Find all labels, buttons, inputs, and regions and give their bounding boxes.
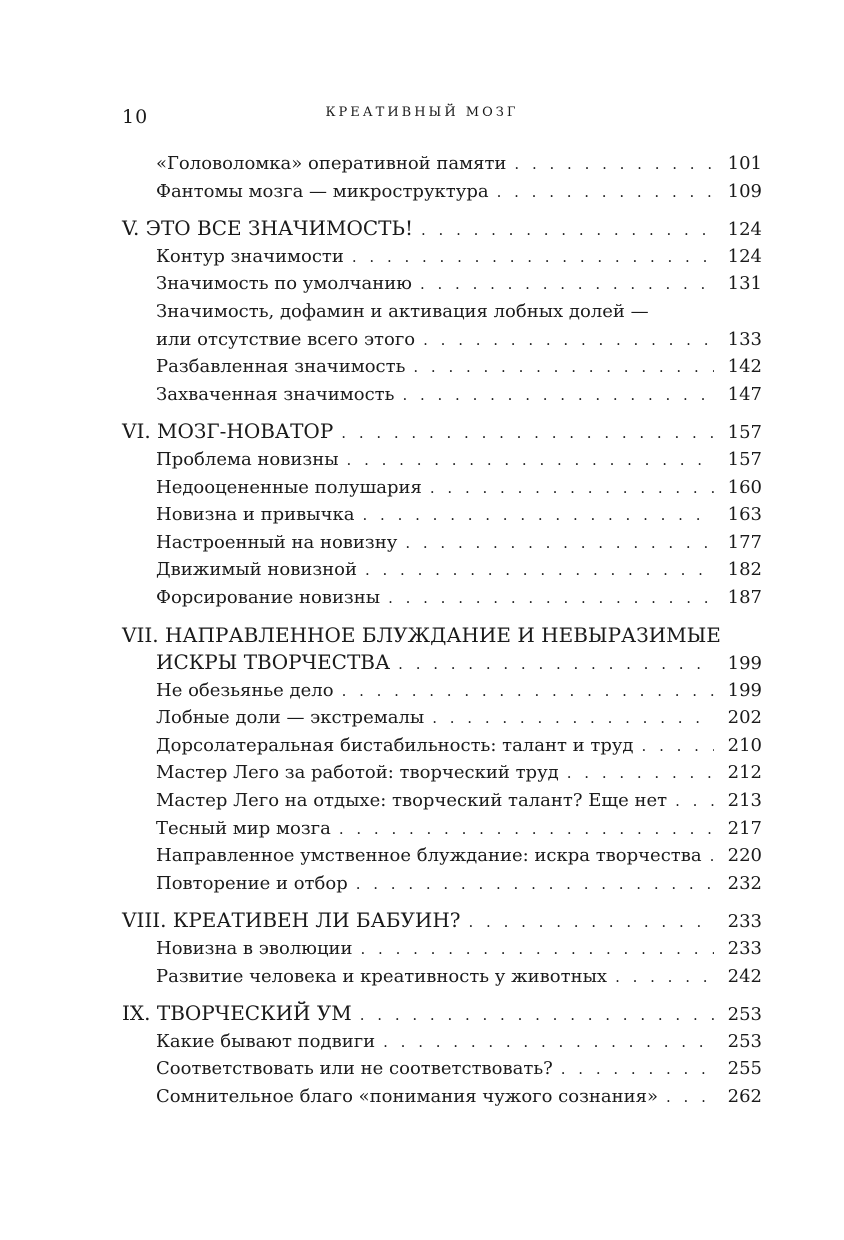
toc-entry-page: 233	[727, 911, 762, 933]
toc-entry-page: 253	[727, 1030, 762, 1052]
toc-entry-page: 220	[727, 845, 762, 867]
toc-entry-title: Дорсолатеральная бистабильность: талант и труд	[156, 734, 634, 756]
toc-entry-page: 253	[727, 1004, 762, 1026]
toc-entry-title: Движимый новизной	[156, 559, 357, 581]
toc-entry-page: 213	[727, 790, 762, 812]
toc-entry[interactable]	[122, 584, 762, 612]
toc-entry-title: V. ЭТО ВСЕ ЗНАЧИМОСТЬ!	[122, 216, 413, 241]
toc-entry-page: 133	[727, 328, 762, 350]
toc-entry-title: Мастер Лего за работой: творческий труд	[156, 762, 559, 784]
toc-entry-title: Направленное умственное блуждание: искра творчества	[156, 845, 702, 867]
toc-entry-title: VII. НАПРАВЛЕННОЕ БЛУЖДАНИЕ И НЕВЫРАЗИМЫЕ	[122, 622, 721, 647]
toc-entry[interactable]	[122, 677, 762, 705]
toc-dot-leader	[615, 964, 714, 992]
toc-entry-title: Повторение и отбор	[156, 872, 348, 894]
page-number: 10	[122, 106, 149, 128]
toc-entry-page: 232	[727, 872, 762, 894]
toc-entry-title: Разбавленная значимость	[156, 356, 406, 378]
toc-entry-title: Соответствовать или не соответствовать?	[156, 1058, 553, 1080]
toc-dot-leader	[339, 816, 714, 844]
toc-entry[interactable]	[122, 870, 762, 898]
toc-entry-page: 157	[727, 422, 762, 444]
toc-dot-leader	[567, 760, 714, 788]
toc-entry-title: Захваченная значимость	[156, 383, 395, 405]
toc-entry-page: 124	[727, 245, 762, 267]
toc-entry-title: Форсирование новизны	[156, 586, 381, 608]
toc-dot-leader	[342, 678, 714, 706]
toc-entry-page: 199	[727, 653, 762, 675]
toc-chapter[interactable]	[122, 649, 762, 677]
toc-entry-page: 124	[727, 219, 762, 241]
toc-entry-title: Развитие человека и креативность у животных	[156, 965, 608, 987]
toc-dot-leader	[514, 151, 714, 179]
table-of-contents	[122, 150, 762, 1111]
toc-entry-title: Какие бывают подвиги	[156, 1030, 376, 1052]
toc-entry-title: Значимость, дофамин и активация лобных долей —	[156, 300, 649, 322]
toc-entry-title: или отсутствие всего этого	[156, 328, 416, 350]
toc-dot-leader	[360, 1002, 714, 1030]
toc-entry-page: 212	[727, 762, 762, 784]
toc-entry[interactable]	[122, 842, 762, 870]
toc-entry-page: 217	[727, 817, 762, 839]
toc-entry-title: «Головоломка» оперативной памяти	[156, 153, 507, 174]
toc-dot-leader	[642, 733, 714, 761]
toc-entry-page: 163	[727, 504, 762, 526]
toc-entry[interactable]	[122, 556, 762, 584]
toc-chapter[interactable]	[122, 215, 762, 243]
toc-dot-leader	[561, 1056, 714, 1084]
toc-entry-title: Настроенный на новизну	[156, 531, 398, 553]
toc-entry-title: VI. МОЗГ-НОВАТОР	[122, 419, 334, 444]
toc-entry-title: Тесный мир мозга	[156, 817, 331, 839]
toc-entry-title: Контур значимости	[156, 245, 344, 267]
toc-dot-leader	[383, 1029, 714, 1057]
toc-entry[interactable]	[122, 1083, 762, 1111]
toc-dot-leader	[398, 651, 714, 679]
toc-dot-leader	[347, 447, 714, 475]
toc-dot-leader	[405, 530, 714, 558]
toc-dot-leader	[413, 354, 714, 382]
toc-entry[interactable]	[122, 501, 762, 529]
toc-dot-leader	[421, 217, 714, 245]
toc-dot-leader	[352, 244, 714, 272]
toc-dot-leader	[341, 420, 714, 448]
toc-entry-page: 147	[727, 383, 762, 405]
toc-entry[interactable]	[122, 815, 762, 843]
toc-dot-leader	[420, 271, 714, 299]
toc-entry-title: Значимость по умолчанию	[156, 273, 412, 295]
toc-entry-page: 242	[727, 965, 762, 987]
toc-entry[interactable]	[122, 178, 762, 206]
toc-dot-leader	[361, 936, 714, 964]
toc-entry-page: 160	[727, 476, 762, 498]
toc-dot-leader	[388, 585, 714, 613]
toc-entry[interactable]	[122, 243, 762, 271]
toc-entry-page: 210	[727, 734, 762, 756]
toc-entry[interactable]	[122, 381, 762, 409]
toc-entry[interactable]	[122, 1028, 762, 1056]
toc-dot-leader	[675, 788, 714, 816]
toc-entry-title: Сомнительное благо «понимания чужого сознания»	[156, 1086, 658, 1107]
toc-entry[interactable]	[122, 298, 762, 326]
toc-entry[interactable]	[122, 787, 762, 815]
toc-dot-leader	[365, 557, 714, 585]
toc-entry-page: 199	[727, 679, 762, 701]
toc-entry-page: 177	[727, 531, 762, 553]
toc-chapter[interactable]	[122, 622, 762, 650]
toc-dot-leader	[402, 382, 714, 410]
toc-entry[interactable]	[122, 1055, 762, 1083]
toc-dot-leader	[710, 843, 714, 871]
toc-entry-title: Мастер Лего на отдыхе: творческий талант? Еще нет	[156, 790, 668, 812]
toc-entry-title: Проблема новизны	[156, 448, 339, 470]
toc-entry[interactable]	[122, 704, 762, 732]
toc-entry[interactable]	[122, 529, 762, 557]
toc-chapter[interactable]	[122, 1000, 762, 1028]
toc-entry-page: 233	[727, 938, 762, 960]
toc-entry[interactable]	[122, 474, 762, 502]
toc-dot-leader	[430, 475, 714, 503]
toc-entry-page: 157	[727, 448, 762, 470]
toc-entry[interactable]	[122, 270, 762, 298]
toc-dot-leader	[497, 179, 714, 207]
toc-entry-title: Новизна и привычка	[156, 504, 355, 526]
toc-entry-page: 131	[727, 273, 762, 295]
toc-chapter[interactable]	[122, 418, 762, 446]
toc-dot-leader	[666, 1084, 714, 1112]
toc-entry-page: 262	[727, 1086, 762, 1107]
toc-entry[interactable]	[122, 150, 762, 178]
toc-entry-page: 142	[727, 356, 762, 378]
toc-entry-page: 187	[727, 586, 762, 608]
toc-entry-title: Лобные доли — экстремалы	[156, 707, 425, 729]
toc-entry-title: Не обезьянье дело	[156, 679, 334, 701]
toc-dot-leader	[356, 871, 714, 899]
toc-entry[interactable]	[122, 935, 762, 963]
toc-entry-page: 202	[727, 707, 762, 729]
toc-chapter[interactable]	[122, 907, 762, 935]
toc-entry-title: Фантомы мозга — микроструктура	[156, 180, 489, 202]
toc-entry-page: 109	[727, 180, 762, 202]
toc-entry[interactable]	[122, 326, 762, 354]
toc-entry[interactable]	[122, 732, 762, 760]
toc-entry[interactable]	[122, 759, 762, 787]
toc-entry[interactable]	[122, 353, 762, 381]
toc-entry-page: 101	[727, 153, 762, 174]
toc-entry[interactable]	[122, 446, 762, 474]
toc-entry-title: VIII. КРЕАТИВЕН ЛИ БАБУИН?	[122, 908, 461, 933]
toc-entry-page: 182	[727, 559, 762, 581]
running-title: КРЕАТИВНЫЙ МОЗГ	[325, 105, 519, 120]
toc-dot-leader	[469, 909, 714, 937]
toc-entry-title: Недооцененные полушария	[156, 476, 422, 498]
toc-entry-title: IX. ТВОРЧЕСКИЙ УМ	[122, 1001, 352, 1026]
toc-entry-title: Новизна в эволюции	[156, 938, 353, 960]
toc-dot-leader	[363, 502, 714, 530]
toc-entry-page: 255	[727, 1058, 762, 1080]
toc-dot-leader	[423, 327, 714, 355]
toc-dot-leader	[432, 705, 714, 733]
toc-entry[interactable]	[122, 963, 762, 991]
toc-entry-title: ИСКРЫ ТВОРЧЕСТВА	[156, 650, 391, 675]
